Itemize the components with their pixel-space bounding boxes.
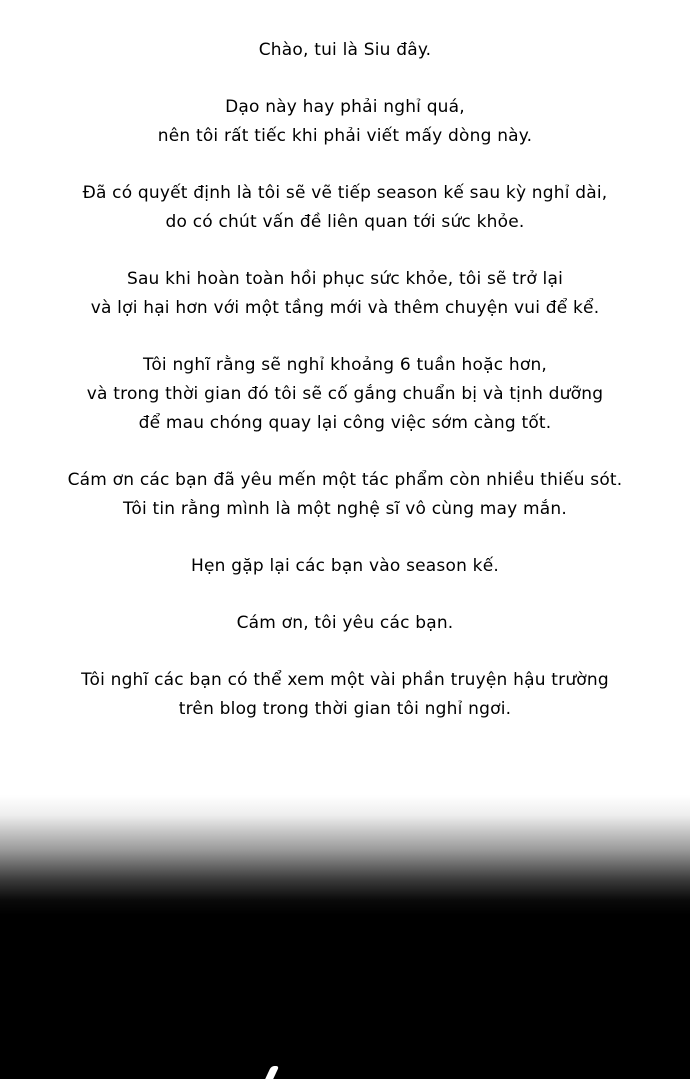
- notice-line: Dạo này hay phải nghỉ quá,: [225, 97, 465, 117]
- paragraph-thanks: [0, 466, 690, 524]
- notice-line: Cám ơn, tôi yêu các bạn.: [236, 613, 454, 633]
- notice-line: Hẹn gặp lại các bạn vào season kế.: [191, 556, 499, 576]
- notice-line: và lợi hại hơn với một tầng mới và thêm chuyện vui để kể.: [90, 298, 600, 318]
- paragraph-duration: [0, 351, 690, 438]
- notice-line: do có chút vấn đề liên quan tới sức khỏe.: [165, 212, 525, 232]
- author-notice: [0, 36, 690, 752]
- black-gradient-fade: [0, 795, 690, 1079]
- notice-line: Tôi nghĩ các bạn có thể xem một vài phần truyện hậu trường: [81, 670, 609, 690]
- paragraph-apology: [0, 93, 690, 151]
- notice-line: Tôi tin rằng mình là một nghệ sĩ vô cùng may mắn.: [123, 499, 567, 519]
- paragraph-love: [0, 609, 690, 638]
- paragraph-blog: [0, 666, 690, 724]
- paragraph-greeting: [0, 36, 690, 65]
- notice-line: Sau khi hoàn toàn hồi phục sức khỏe, tôi sẽ trở lại: [126, 269, 564, 289]
- notice-line: Chào, tui là Siu đây.: [258, 40, 432, 60]
- notice-line: để mau chóng quay lại công việc sớm càng tốt.: [138, 413, 552, 433]
- paragraph-hiatus-decision: [0, 179, 690, 237]
- notice-line: Tôi nghĩ rằng sẽ nghỉ khoảng 6 tuần hoặc hơn,: [142, 355, 548, 375]
- paragraph-return-promise: [0, 265, 690, 323]
- notice-line: Đã có quyết định là tôi sẽ vẽ tiếp season kế sau kỳ nghỉ dài,: [82, 183, 608, 203]
- notice-line: trên blog trong thời gian tôi nghỉ ngơi.: [178, 699, 512, 719]
- notice-line: nên tôi rất tiếc khi phải viết mấy dòng này.: [157, 126, 533, 146]
- paragraph-see-you: [0, 552, 690, 581]
- notice-line: Cám ơn các bạn đã yêu mến một tác phẩm còn nhiều thiếu sót.: [67, 470, 623, 490]
- notice-line: và trong thời gian đó tôi sẽ cố gắng chuẩn bị và tịnh dưỡng: [86, 384, 604, 404]
